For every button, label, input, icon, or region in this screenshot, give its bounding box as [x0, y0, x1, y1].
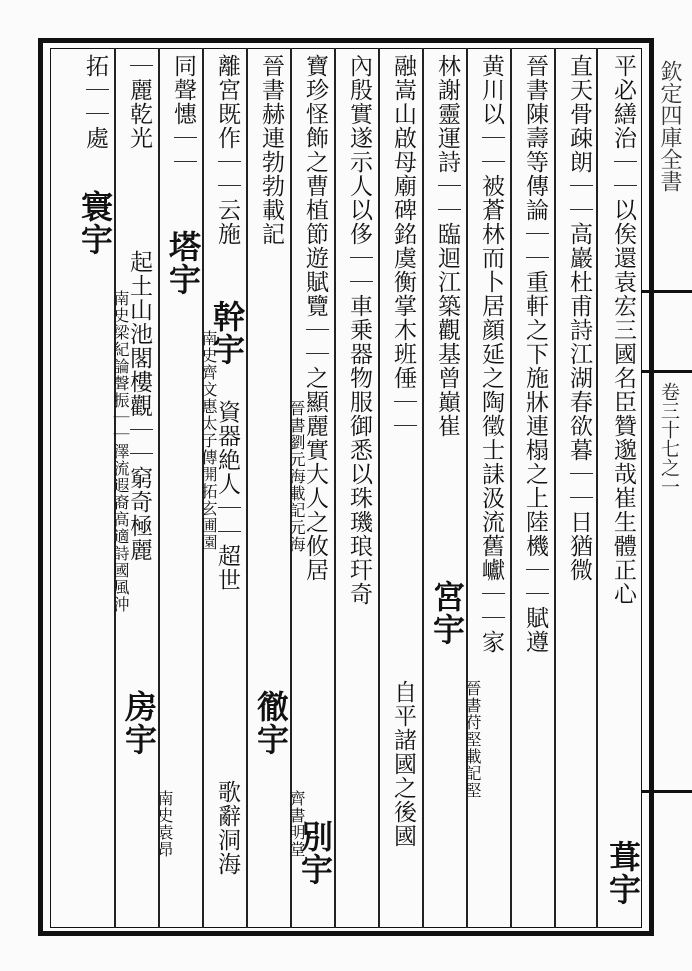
annotation: 南史梁紀論聲振｜｜澤流遐裔高適詩國風沖 — [111, 290, 130, 613]
text-column — [600, 54, 646, 834]
column-text: 拓｜｜處 — [82, 54, 108, 150]
column-text: 林謝靈運詩｜｜臨迴江築觀基曾巔崔 — [434, 54, 460, 438]
headword: 宮宇 — [428, 580, 466, 646]
column-text: ｜麗乾光 — [126, 54, 152, 150]
text-column — [248, 54, 294, 444]
headword: 寰宇 — [76, 190, 114, 256]
text-column — [512, 54, 558, 924]
fish-tail-mark — [642, 370, 692, 373]
column-text: 黄川以｜｜被蒼林而卜居顔延之陶徵士誄汲流舊巘｜｜家 — [478, 54, 504, 654]
column-text: 離宮既作｜｜云施 — [214, 54, 240, 246]
margin-book-title: 欽定四庫全書 — [657, 60, 682, 192]
headword: 徹宇 — [252, 690, 290, 756]
column-text: 平必繕治｜｜以俟還袁宏三國名臣贊邈哉崔生體正心 — [610, 54, 636, 606]
column-text: 融嵩山啟母廟碑銘虞衡掌木班倕｜｜ — [390, 54, 416, 438]
text-column: 起土山池閣樓觀｜｜窮奇極麗 — [126, 250, 152, 562]
annotation: 晉書苻堅載記堅 — [463, 680, 482, 799]
column-text: 晉書陳壽等傳論｜｜重軒之下施牀連榻之上陸機｜｜賦遵 — [522, 54, 548, 654]
fish-tail-mark — [642, 790, 692, 793]
column-text: 晉書赫連勃勃載記 — [258, 54, 284, 246]
text-column: 歌辭洞海 — [214, 780, 240, 876]
column-text: 內殷實遂示人以侈｜｜車乗器物服御悉以珠璣琅玕奇 — [346, 54, 372, 606]
headword: 塔宇 — [164, 230, 202, 296]
headword: 葺宇 — [604, 840, 642, 906]
column-text: 同聲憓｜｜ — [170, 54, 196, 174]
annotation: 南史齊文惠太子傳開拓玄圃園 — [199, 330, 218, 551]
column-text: 寶珍怪飾之曹植節遊賦覽｜｜之顯麗實大人之攸居 — [302, 54, 328, 582]
headword: 別宇 — [296, 820, 334, 886]
annotation: 齊書明堂 — [287, 790, 306, 858]
text-column — [556, 54, 602, 924]
headword: 房宇 — [120, 690, 158, 756]
text-column — [204, 54, 250, 324]
headword: 幹宇 — [208, 300, 246, 366]
text-column: 自平諸國之後國 — [390, 680, 416, 848]
text-column — [424, 54, 470, 574]
margin-juan-number: 卷三十七之一 — [658, 382, 680, 496]
column-text: 直天骨疎朗｜｜高巖杜甫詩江湖春欲暮｜｜日猶微 — [566, 54, 592, 582]
annotation: 南史袁昂 — [155, 790, 174, 858]
text-column: 資器絶人｜｜超世 — [214, 400, 240, 592]
text-column — [160, 54, 206, 244]
annotation: 晉書劉元海載記元海 — [287, 400, 306, 553]
text-column — [116, 54, 162, 234]
text-column — [380, 54, 426, 624]
fish-tail-mark — [642, 290, 692, 293]
text-column — [336, 54, 382, 924]
